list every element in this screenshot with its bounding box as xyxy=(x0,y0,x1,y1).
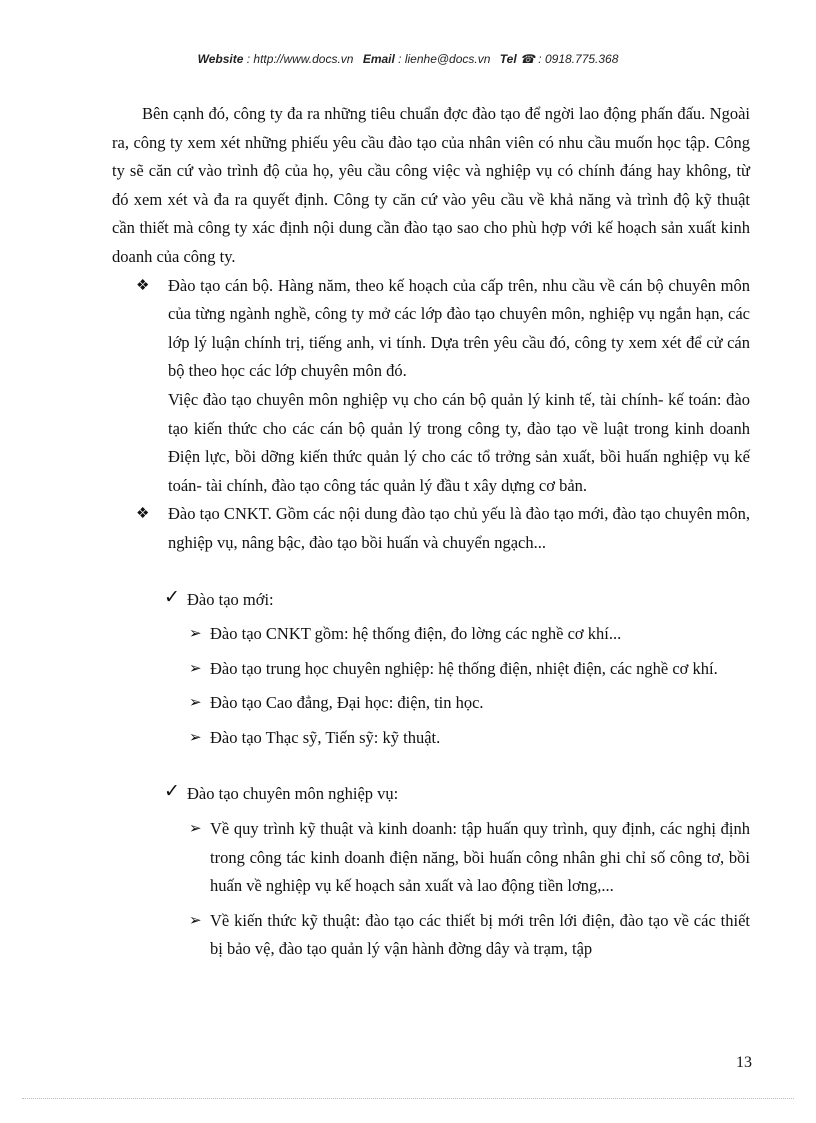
bullet-text: Đào tạo cán bộ. Hàng năm, theo kế hoạch của cấp trên, nhu cầu về cán bộ chuyên môn của từng ngành nghề, công ty mở các lớp đào tạo chuyên môn, nghiệp vụ ngắn hạn, các lớp lý luận chính trị, tiếng anh, vi tính. Dựa trên yêu cầu đó, công ty xem xét để cử cán bộ theo học các lớp chuyên môn đó. xyxy=(168,275,750,381)
check-text: Đào tạo chuyên môn nghiệp vụ: xyxy=(187,784,399,804)
tel-value: 0918.775.368 xyxy=(544,52,619,66)
list-item-text: Đào tạo trung học chuyên nghiệp: hệ thống điện, nhiệt điện, các nghề cơ khí. xyxy=(210,658,718,678)
intro-paragraph: Bên cạnh đó, công ty đa ra những tiêu chuẩn đợc đào tạo để ngời lao động phấn đấu. Ngoài ra, công ty xem xét những phiếu yêu cầu đào tạo của nhân viên có nhu cầu muốn học tập. Công ty sẽ căn cứ vào trình độ của họ, yêu cầu công việc và nghiệp vụ có chính đáng hay không, từ đó xem xét và đa ra quyết định. Công ty căn cứ vào yêu cầu về khả năng và trình độ kỹ thuật cần thiết mà công ty xác định nội dung cần đào tạo sao cho phù hợp với kế hoạch sản xuất kinh doanh của công ty. xyxy=(112,104,750,266)
arrow-bullet-icon: ➢ xyxy=(189,626,202,643)
website-label: Website xyxy=(197,52,244,66)
page-number: 13 xyxy=(736,1054,752,1071)
arrow-bullet-icon: ➢ xyxy=(189,912,202,929)
bullet-cadre-training xyxy=(112,272,750,501)
diamond-bullet-icon: ❖ xyxy=(136,277,150,294)
list-item xyxy=(112,907,750,964)
list-item xyxy=(112,689,750,718)
page-body xyxy=(112,100,750,964)
check-text: Đào tạo mới: xyxy=(187,589,274,609)
page-bottom-divider xyxy=(22,1098,794,1099)
page-header: Website : http://www.docs.vn Email : lienhe@docs.vn Tel ☎ : 0918.775.368 xyxy=(197,52,619,66)
bullet-worker-training xyxy=(112,500,750,557)
list-item xyxy=(112,655,750,684)
check-professional-training xyxy=(112,780,750,809)
bullet-text: Đào tạo CNKT. Gồm các nội dung đào tạo chủ yếu là đào tạo mới, đào tạo chuyên môn, nghiệp vụ, nâng bậc, đào tạo bồi huấn và chuyển ngạch... xyxy=(168,504,750,552)
checkmark-icon: ✓ xyxy=(164,781,180,803)
list-item-text: Đào tạo CNKT gồm: hệ thống điện, đo lờng các nghề cơ khí... xyxy=(210,624,622,644)
list-item-text: Về kiến thức kỹ thuật: đào tạo các thiết bị mới trên lới điện, đào tạo về các thiết bị bảo vệ, đào tạo quản lý vận hành đờng dây và trạm, tập xyxy=(210,910,750,959)
check-new-training xyxy=(112,586,750,615)
website-value[interactable]: http://www.docs.vn xyxy=(253,52,354,66)
bullet-text: Việc đào tạo chuyên môn nghiệp vụ cho cán bộ quản lý kinh tế, tài chính- kế toán: đào tạo kiến thức cho các cán bộ quản lý trong công ty, đào tạo về luật trong kinh doanh Điện lực, bồi dỡng kiến thức quản lý cho các tổ trởng sản xuất, bồi huấn nghiệp vụ kế toán- tài chính, đào tạo công tác quản lý đầu t xây dựng cơ bản. xyxy=(168,389,750,495)
email-label: Email xyxy=(362,52,395,66)
list-item xyxy=(112,724,750,753)
checkmark-icon: ✓ xyxy=(164,586,180,608)
list-item-text: Đào tạo Cao đẳng, Đại học: điện, tin học. xyxy=(210,693,484,713)
list-item xyxy=(112,815,750,901)
arrow-bullet-icon: ➢ xyxy=(189,695,202,712)
list-item-text: Đào tạo Thạc sỹ, Tiến sỹ: kỹ thuật. xyxy=(210,727,441,747)
arrow-bullet-icon: ➢ xyxy=(189,729,202,746)
arrow-bullet-icon: ➢ xyxy=(189,660,202,677)
email-value[interactable]: lienhe@docs.vn xyxy=(404,52,491,66)
tel-label: Tel xyxy=(499,52,517,66)
diamond-bullet-icon: ❖ xyxy=(136,506,150,523)
arrow-bullet-icon: ➢ xyxy=(189,821,202,838)
list-item xyxy=(112,620,750,649)
phone-icon: ☎ xyxy=(520,52,535,66)
list-item-text: Về quy trình kỹ thuật và kinh doanh: tập huấn quy trình, quy định, các nghị định trong công tác kinh doanh điện năng, bồi huấn công nhân ghi chỉ số công tơ, bồi huấn về nghiệp vụ kế hoạch sản xuất và lao động tiền lơng,... xyxy=(210,819,750,896)
